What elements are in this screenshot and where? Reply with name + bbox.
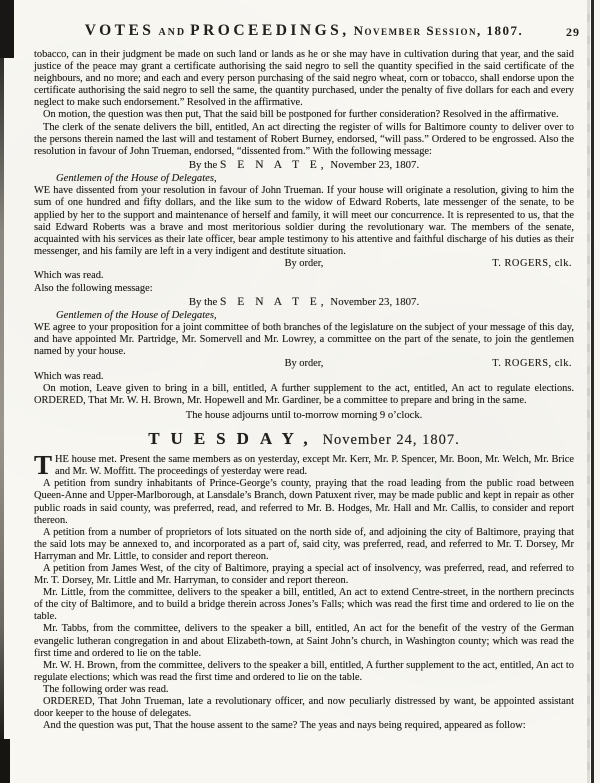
header-session: November Session, 1807. [353, 23, 524, 38]
clerk-signature: T. ROGERS, clk. [492, 358, 572, 370]
byline-senate: S E N A T E, [220, 158, 328, 171]
paragraph-on-motion-postponed: On motion, the question was then put, That the said bill be postponed for further consideration? Resolved in the affirmative. [43, 109, 559, 121]
adjournment-line: The house adjourns until to-morrow morning 9 o’clock. [185, 410, 423, 422]
day-heading-tuesday [34, 429, 574, 449]
senate-message-dateline [34, 159, 574, 172]
paragraph-little-centre-street-bill: Mr. Little, from the committee, delivers to the speaker a bill, entitled, An act to extend Centre-street, in the northern precincts of the city of Baltimore, and to build a bridge therein across Jones’s Falls; which was read the first time and ordered to lie on the table. [34, 587, 574, 623]
binding-mark-top-left [0, 0, 14, 58]
paragraph-also-following-message: Also the following message: [34, 282, 153, 294]
paragraph-question-yeas-nays: And the question was put, That the house assent to the same? The yeas and nays being required, appeared as follow: [43, 720, 526, 732]
paragraph-petition-baltimore-lots: A petition from a number of proprietors of lots situated on the north side of, and adjoining the city of Baltimore, praying that the said lots may be annexed to, and incorporated as a part of, said city, was preferred, read, and referred to Mr. T. Dorsey, Mr Harryman and Mr. Little, to consider and report thereon. [34, 526, 574, 562]
salutation-gentlemen: Gentlemen of the House of Delegates, [56, 172, 217, 184]
day-heading-date: November 24, 1807. [322, 432, 460, 449]
by-order-label: By order, [284, 257, 324, 269]
paragraph-tobacco-continuation: tobacco, can in their judgment be made on such land or lands as he or she may have in cultivation during that year, and the said justice of the peace may grant a certificate authorising the said negro to sell the quantity specified in the said certificate of the neighbours, and no more; and each and every person purchasing of the said negro wheat, corn or tobacco, shall endorse upon the certificate authorising the said negro to sell the same, the quantity purchased, under the penalty of five dollars for each and every neglect to make such endorsement.” Resolved in the affirmative. [34, 49, 574, 109]
header-title-votes: VOTES [84, 22, 155, 39]
dropcap-initial: T [34, 450, 53, 481]
binding-mark-bottom-left [0, 739, 10, 783]
page-number: 29 [566, 25, 580, 39]
header-title-and: AND [158, 27, 187, 38]
paragraph-brown-elections-bill: Mr. W. H. Brown, from the committee, delivers to the speaker a bill, entitled, A further supplement to the act, entitled, An act to regulate elections; which was read the first time and ordered to lie on the table. [34, 659, 574, 683]
paragraph-tabbs-lutheran-bill: Mr. Tabbs, from the committee, delivers to the speaker a bill, entitled, An act for the benefit of the vestry of the German evangelic lutheran congregation in and about Elizabeth-town, at Saint John’s church, in Washington county; which was read the first time and ordered to lie on the table. [34, 623, 574, 659]
page-edge-line-right [591, 0, 594, 783]
paragraph-leave-bring-bill-elections: On motion, Leave given to bring in a bill, entitled, A further supplement to the act, entitled, An act to regulate elections. ORDERED, That Mr. W. H. Brown, Mr. Hopewell and Mr. Gardiner, be a committee to prepare and bring in the same. [34, 382, 574, 407]
paragraph-petition-james-west: A petition from James West, of the city of Baltimore, praying a special act of insolvency, was preferred, read, and referred to Mr. T. Dorsey, Mr. Little and Mr. Harryman, to consider and report thereon. [34, 563, 574, 587]
byline-date: November 23, 1807. [330, 158, 420, 171]
paragraph-house-met-text: HE house met. Present the same members as on yesterday, except Mr. Kerr, Mr. P. Spencer, Mr. Boon, Mr. Welch, Mr. Brice and Mr. W. Moffitt. The proceedings of yesterday were read. [55, 454, 574, 478]
paragraph-ordered-trueman-doorkeeper: ORDERED, That John Trueman, late a revolutionary officer, and now peculiarly distressed by want, be appointed assistant door keeper to the house of delegates. [34, 696, 574, 720]
paragraph-petition-prince-georges: A petition from sundry inhabitants of Prince-George’s county, praying that the road leading from the public road between Queen-Anne and Upper-Marlborough, at Lansdale’s Branch, down Patuxent river, may be made public and kept in repair as other public roads in said county, was preferred, read, and referred to Mr. B. Hodges, Mr. Hall and Mr. Callis, to consider and report thereon. [34, 478, 574, 526]
byline-by-the: By the [188, 158, 218, 171]
byline-by-the: By the [188, 295, 218, 308]
salutation-gentlemen: Gentlemen of the House of Delegates, [56, 309, 217, 321]
day-heading-word: TUESDAY, [148, 429, 319, 449]
paragraph-which-was-read: Which was read. [34, 370, 104, 382]
byline-date: November 23, 1807. [330, 295, 420, 308]
running-header [34, 22, 580, 40]
by-order-signature-line [34, 258, 574, 271]
by-order-label: By order, [284, 358, 324, 370]
header-title-proceedings: PROCEEDINGS, [190, 22, 350, 39]
paragraph-which-was-read: Which was read. [34, 270, 104, 282]
paragraph-following-order-read: The following order was read. [43, 683, 169, 695]
page-content [34, 22, 580, 732]
paragraph-house-met [34, 450, 574, 481]
page-edge-shadow-right [587, 0, 590, 783]
paragraph-clerk-delivers-bill: The clerk of the senate delivers the bill, entitled, An act directing the register of wills for Baltimore county to deliver over to the persons therein named the last will and testament of Robert Burney, endorsed, “will pass.” Ordered to be engrossed. Also the resolution in favour of John Trueman, endorsed, “dissented from.” With the following message: [34, 121, 574, 157]
paragraph-dissent-trueman: WE have dissented from your resolution in favour of John Trueman. If your house will originate a resolution, giving to him the sum of one hundred and fifty dollars, and the like sum to the widow of Edward Roberts, late messenger of the senate, to be applied by her to the support and maintenance of herself and family, it will meet our concurrence. It is represented to us, that the said Edward Roberts was a brave and most meritorious soldier during the revolutionary war. The members of the senate, acquainted with his services as their late officer, bear ample testimony to his attentive and faithful discharge of his duties as their messenger, and his family are left in a very indigent and destitute situation. [34, 185, 574, 257]
clerk-signature: T. ROGERS, clk. [492, 257, 572, 269]
byline-senate: S E N A T E, [220, 295, 328, 308]
senate-message-dateline [34, 296, 574, 309]
by-order-signature-line [34, 358, 574, 371]
paragraph-joint-committee-agree: WE agree to your proposition for a joint committee of both branches of the legislature on the subject of your message of this day, and have appointed Mr. Partridge, Mr. Somervell and Mr. Lowrey, a committee on the part of the senate, to join the gentlemen named by your house. [34, 322, 574, 358]
binding-shadow-left [0, 0, 4, 783]
